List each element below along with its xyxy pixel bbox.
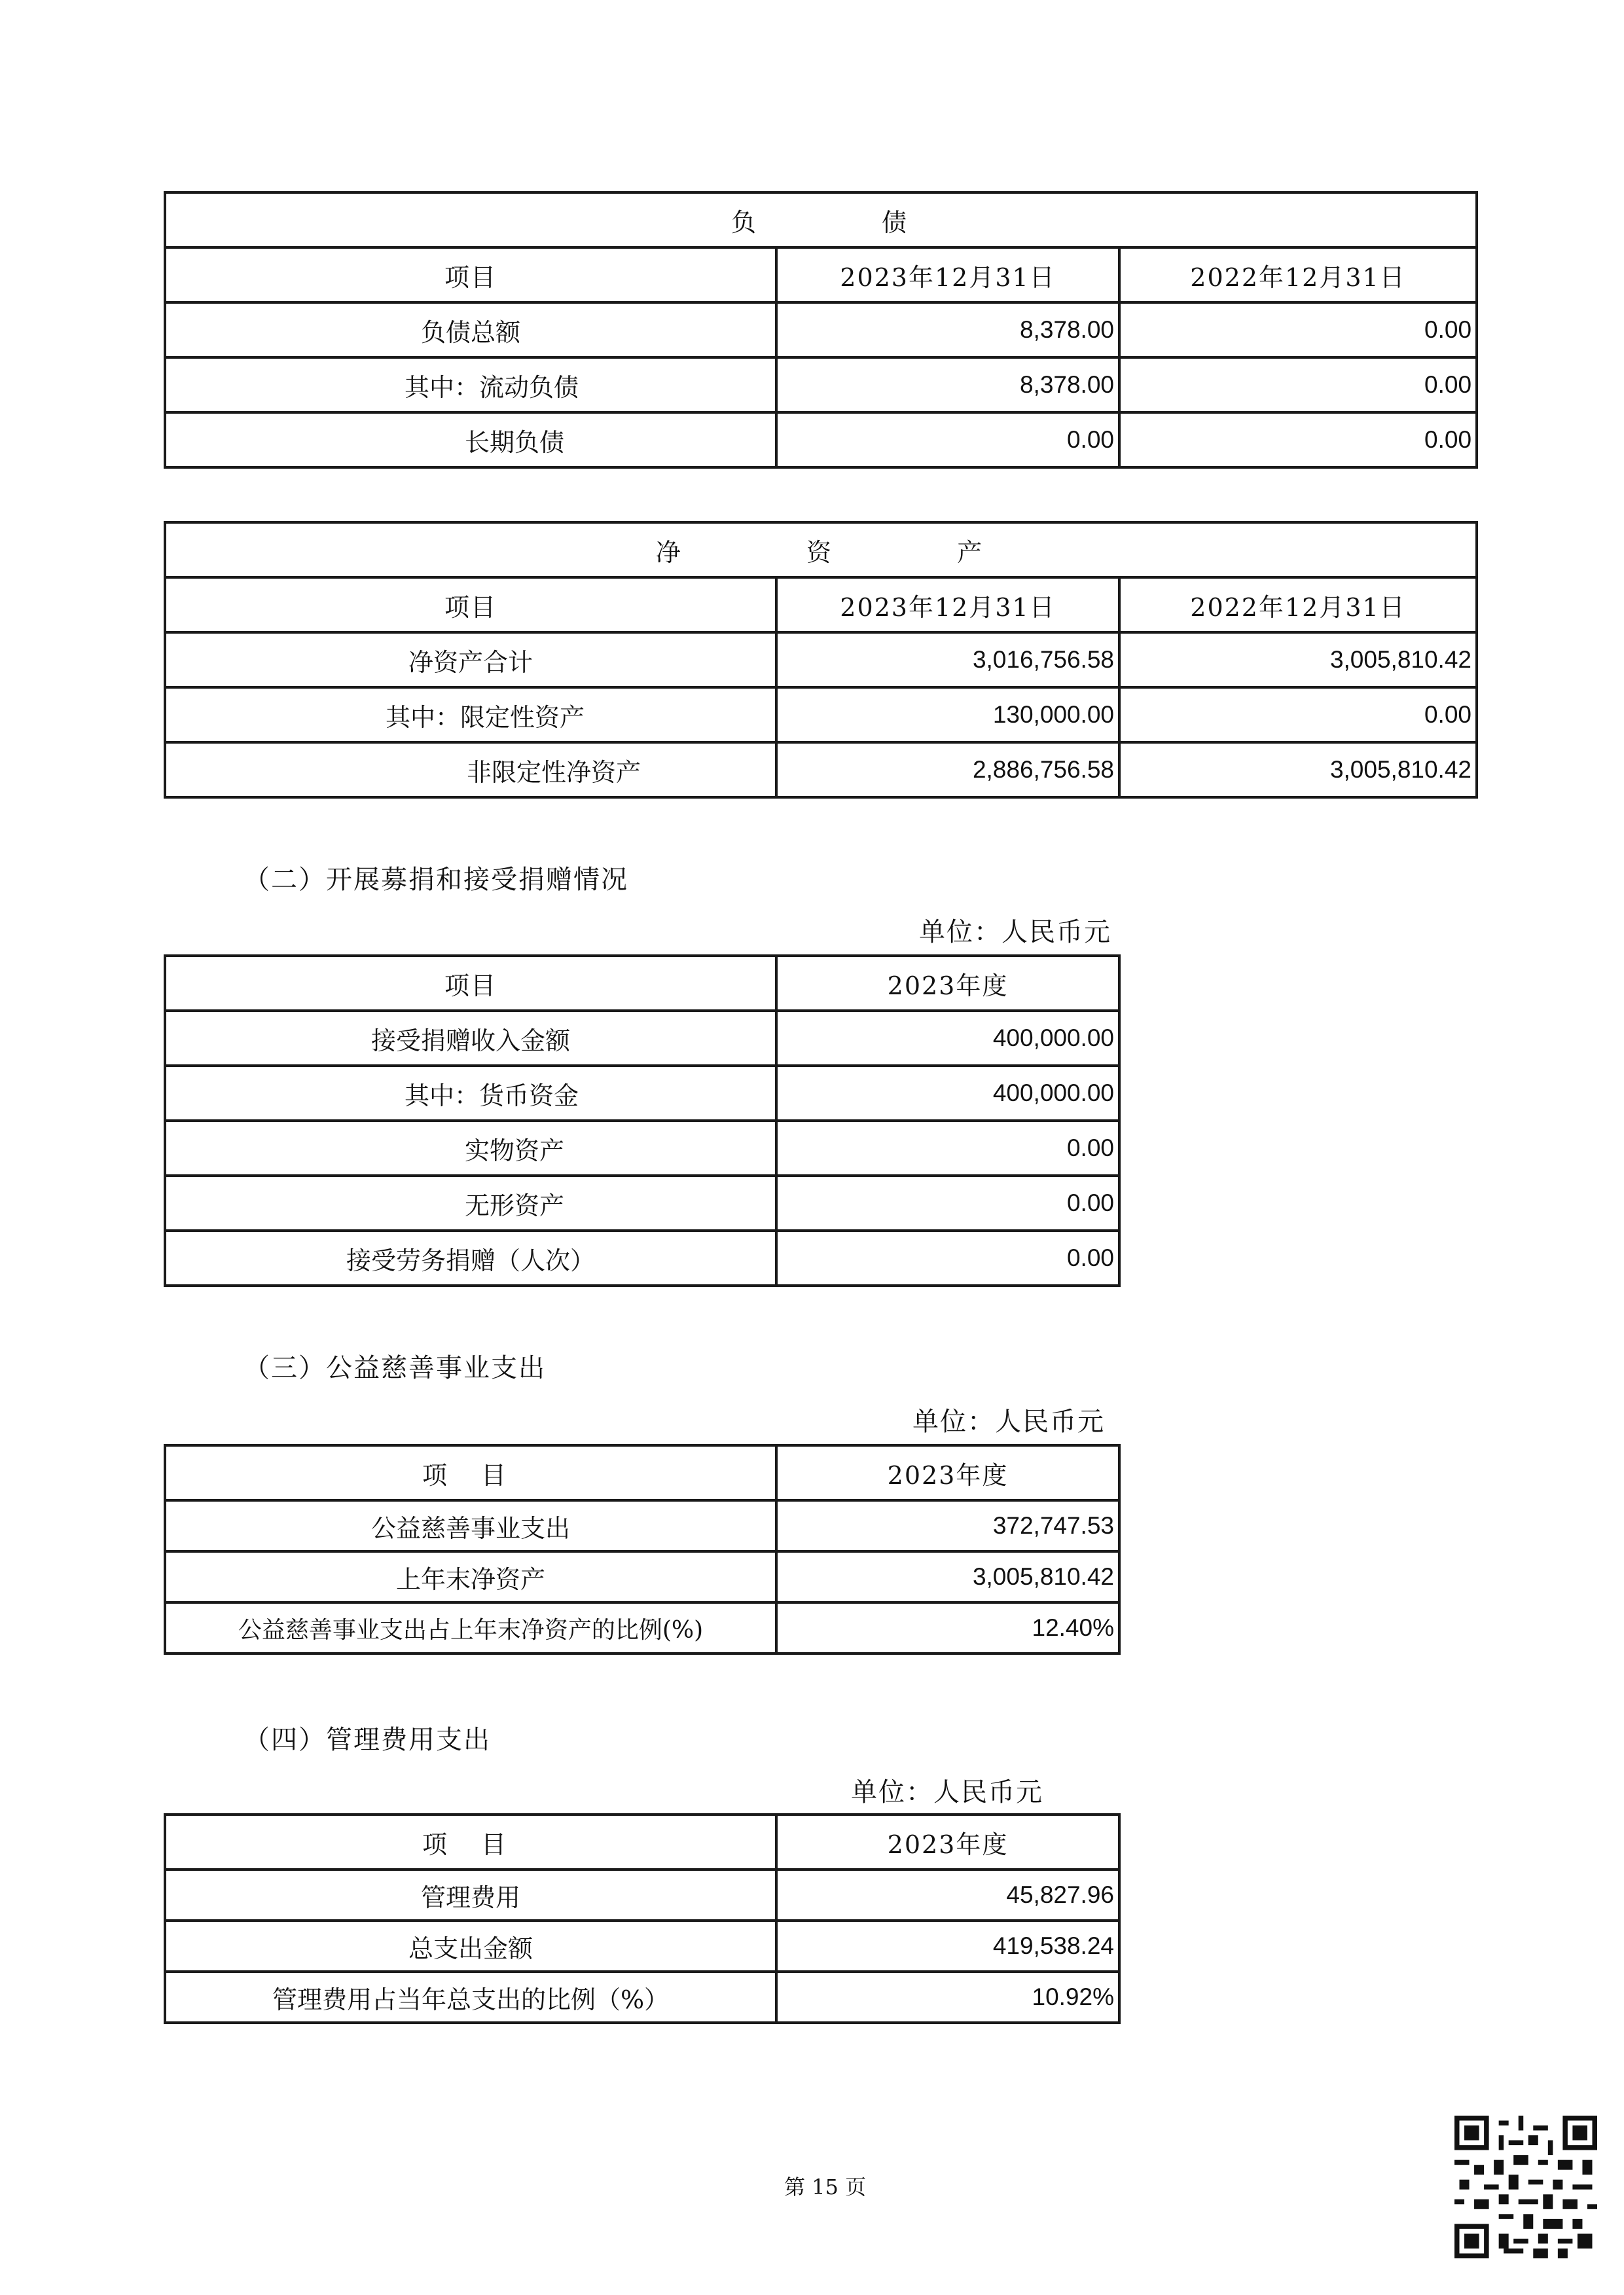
- row-value-2023: 8,378.00: [776, 302, 1119, 357]
- donations-table: [164, 954, 1121, 1287]
- net-assets-title: 净 资 产: [165, 522, 1477, 577]
- row-value-2022: 0.00: [1119, 687, 1477, 742]
- row-label: 上年末净资产: [165, 1551, 776, 1602]
- row-label: 其中：限定性资产: [165, 687, 776, 742]
- row-label: 长期负债: [165, 412, 776, 467]
- table-row: [165, 357, 1477, 412]
- row-value-2023: 130,000.00: [776, 687, 1119, 742]
- header-year: 2023年度: [776, 956, 1119, 1011]
- section-heading-admin: （四）管理费用支出: [244, 1725, 491, 1755]
- header-2023: 2023年12月31日: [776, 577, 1119, 632]
- row-value: 3,005,810.42: [776, 1551, 1119, 1602]
- row-value: 419,538.24: [776, 1921, 1119, 1972]
- row-label: 管理费用占当年总支出的比例（%）: [165, 1972, 776, 2023]
- section-heading-donations: （二）开展募捐和接受捐赠情况: [244, 865, 628, 895]
- table-row: [165, 1500, 1119, 1551]
- table-row: [165, 1921, 1119, 1972]
- row-value-2023: 2,886,756.58: [776, 742, 1119, 797]
- table-row: [165, 1602, 1119, 1653]
- liabilities-table: [164, 191, 1478, 469]
- page-number: 第 15 页: [784, 2175, 867, 2199]
- table-row: [165, 1066, 1119, 1121]
- row-value: 12.40%: [776, 1602, 1119, 1653]
- table-row: [165, 1176, 1119, 1231]
- row-value: 400,000.00: [776, 1011, 1119, 1066]
- table-row: [165, 412, 1477, 467]
- row-label: 其中：货币资金: [165, 1066, 776, 1121]
- header-item: 项 目: [165, 1815, 776, 1870]
- table-row: [165, 302, 1477, 357]
- row-value: 10.92%: [776, 1972, 1119, 2023]
- row-label: 管理费用: [165, 1870, 776, 1921]
- row-value: 0.00: [776, 1176, 1119, 1231]
- net-assets-table: [164, 521, 1478, 799]
- table-row: [165, 1121, 1119, 1176]
- row-label: 净资产合计: [165, 632, 776, 687]
- row-value: 0.00: [776, 1121, 1119, 1176]
- unit-label: 单位：人民币元: [851, 1777, 1043, 1807]
- row-value-2022: 3,005,810.42: [1119, 632, 1477, 687]
- row-value-2023: 3,016,756.58: [776, 632, 1119, 687]
- row-value: 400,000.00: [776, 1066, 1119, 1121]
- row-label: 公益慈善事业支出: [165, 1500, 776, 1551]
- table-row: [165, 687, 1477, 742]
- row-value: 0.00: [776, 1231, 1119, 1286]
- row-label: 其中：流动负债: [165, 357, 776, 412]
- row-label: 实物资产: [165, 1121, 776, 1176]
- row-value-2022: 0.00: [1119, 412, 1477, 467]
- row-value-2022: 0.00: [1119, 302, 1477, 357]
- row-label: 无形资产: [165, 1176, 776, 1231]
- row-label: 接受劳务捐赠（人次）: [165, 1231, 776, 1286]
- section-heading-charity: （三）公益慈善事业支出: [244, 1353, 546, 1383]
- row-value-2022: 0.00: [1119, 357, 1477, 412]
- header-item: 项 目: [165, 1445, 776, 1500]
- row-label: 总支出金额: [165, 1921, 776, 1972]
- qr-code-icon: [1454, 2116, 1597, 2258]
- table-row: [165, 742, 1477, 797]
- header-item: 项目: [165, 247, 776, 302]
- row-value-2023: 0.00: [776, 412, 1119, 467]
- liabilities-title: 负 债: [165, 192, 1477, 247]
- row-label: 负债总额: [165, 302, 776, 357]
- header-2022: 2022年12月31日: [1119, 247, 1477, 302]
- header-item: 项目: [165, 577, 776, 632]
- table-row: [165, 1551, 1119, 1602]
- row-value: 372,747.53: [776, 1500, 1119, 1551]
- table-row: [165, 1231, 1119, 1286]
- table-row: [165, 1972, 1119, 2023]
- row-value-2023: 8,378.00: [776, 357, 1119, 412]
- charity-table: [164, 1444, 1121, 1655]
- table-row: [165, 1011, 1119, 1066]
- header-year: 2023年度: [776, 1815, 1119, 1870]
- row-label: 接受捐赠收入金额: [165, 1011, 776, 1066]
- header-2022: 2022年12月31日: [1119, 577, 1477, 632]
- row-label: 公益慈善事业支出占上年末净资产的比例(%): [165, 1602, 776, 1653]
- header-year: 2023年度: [776, 1445, 1119, 1500]
- header-2023: 2023年12月31日: [776, 247, 1119, 302]
- row-label: 非限定性净资产: [165, 742, 776, 797]
- unit-label: 单位：人民币元: [919, 917, 1111, 947]
- admin-table: [164, 1813, 1121, 2024]
- row-value: 45,827.96: [776, 1870, 1119, 1921]
- table-row: [165, 1870, 1119, 1921]
- unit-label: 单位：人民币元: [912, 1407, 1105, 1437]
- table-row: [165, 632, 1477, 687]
- row-value-2022: 3,005,810.42: [1119, 742, 1477, 797]
- header-item: 项目: [165, 956, 776, 1011]
